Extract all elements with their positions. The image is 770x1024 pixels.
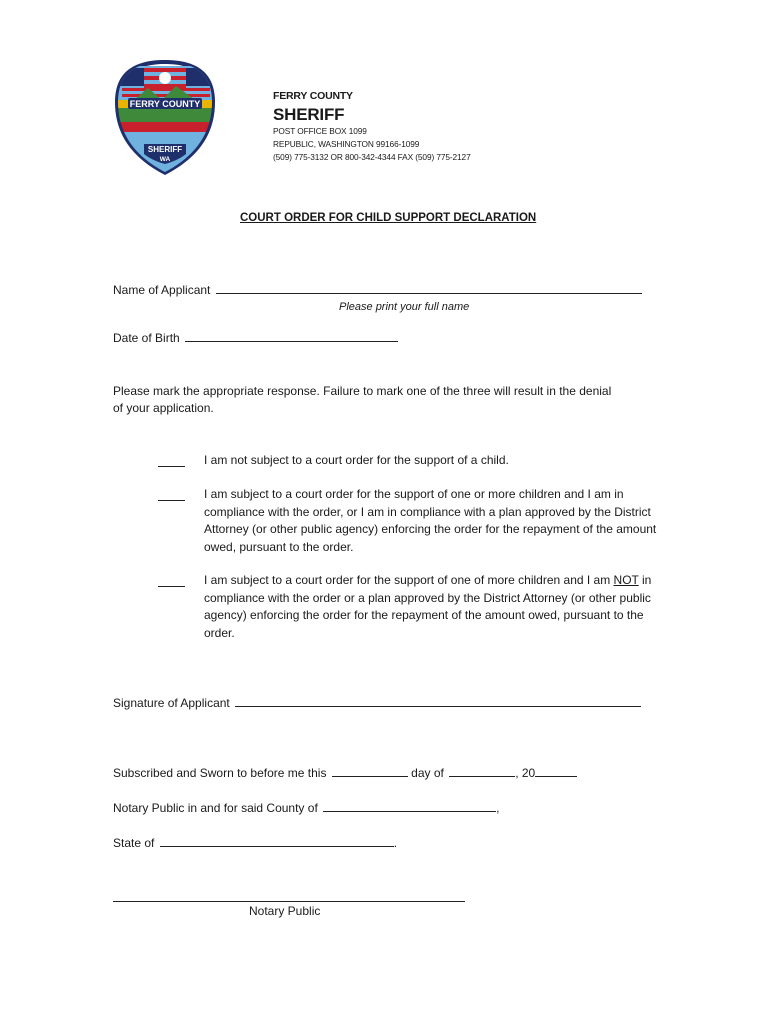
option-1-text: I am not subject to a court order for the support of a child. — [204, 453, 509, 467]
option-2-text: I am subject to a court order for the support of one or more children and I am in compliance with the order, or I am in compliance with a plan approved by the District Attorney (or other public agency) enforcing the order for the repayment of the amount owed, pursuant to the order. — [204, 487, 657, 554]
dob-label: Date of Birth — [113, 331, 180, 345]
applicant-name-label: Name of Applicant — [113, 283, 211, 297]
dob-field[interactable] — [185, 329, 398, 342]
sworn-day-field[interactable] — [332, 764, 408, 777]
county-name: FERRY COUNTY — [273, 90, 353, 102]
applicant-name-row — [113, 281, 642, 300]
address-line-2: REPUBLIC, WASHINGTON 99166-1099 — [273, 139, 420, 149]
option-3-checkbox[interactable] — [158, 586, 185, 587]
state-row — [113, 834, 397, 853]
notary-county-end: , — [496, 801, 500, 815]
phone-line: (509) 775-3132 OR 800-342-4344 FAX (509) 775-2127 — [273, 152, 471, 162]
applicant-name-hint: Please print your full name — [339, 301, 470, 313]
option-3-emphasis: NOT — [613, 573, 639, 587]
signature-label: Signature of Applicant — [113, 696, 230, 710]
dob-row — [113, 329, 398, 348]
form-title: COURT ORDER FOR CHILD SUPPORT DECLARATION — [240, 212, 537, 224]
instruction-line-1: Please mark the appropriate response. Failure to mark one of the three will result in the denial — [113, 384, 612, 398]
notary-county-label: Notary Public in and for said County of — [113, 801, 318, 815]
sworn-prefix: Subscribed and Sworn to before me this — [113, 766, 327, 780]
state-field[interactable] — [160, 834, 394, 847]
badge-bottom-text: SHERIFF — [147, 145, 183, 154]
notary-caption: Notary Public — [249, 904, 321, 918]
signature-row — [113, 694, 641, 713]
option-2-checkbox[interactable] — [158, 500, 185, 501]
sworn-year-label: , 20 — [515, 766, 536, 780]
address-line-1: POST OFFICE BOX 1099 — [273, 126, 367, 136]
sheriff-badge-logo — [112, 58, 218, 176]
instruction-line-2: of your application. — [113, 401, 214, 415]
option-3-text — [204, 572, 664, 642]
option-3-text-before: I am subject to a court order for the support of one of more children and I am — [204, 573, 614, 587]
badge-top-text: FERRY COUNTY — [129, 99, 201, 109]
notary-county-row — [113, 799, 499, 818]
state-label: State of — [113, 836, 155, 850]
badge-state-text: WA — [159, 156, 171, 163]
sworn-month-field[interactable] — [449, 764, 515, 777]
sworn-year-field[interactable] — [535, 764, 577, 777]
signature-field[interactable] — [235, 694, 641, 707]
option-1-checkbox[interactable] — [158, 466, 185, 467]
agency-name: SHERIFF — [273, 105, 345, 124]
sworn-row — [113, 764, 577, 783]
applicant-name-field[interactable] — [216, 281, 642, 294]
sworn-day-label: day of — [411, 766, 444, 780]
state-end: . — [393, 836, 398, 850]
notary-signature-field[interactable] — [113, 901, 465, 902]
notary-county-field[interactable] — [323, 799, 496, 812]
option-3-text-after: in compliance with the order or a plan approved by the District Attorney (or other public agency) enforcing the order for the repayment of the amount owed, pursuant to the order. — [204, 573, 652, 640]
